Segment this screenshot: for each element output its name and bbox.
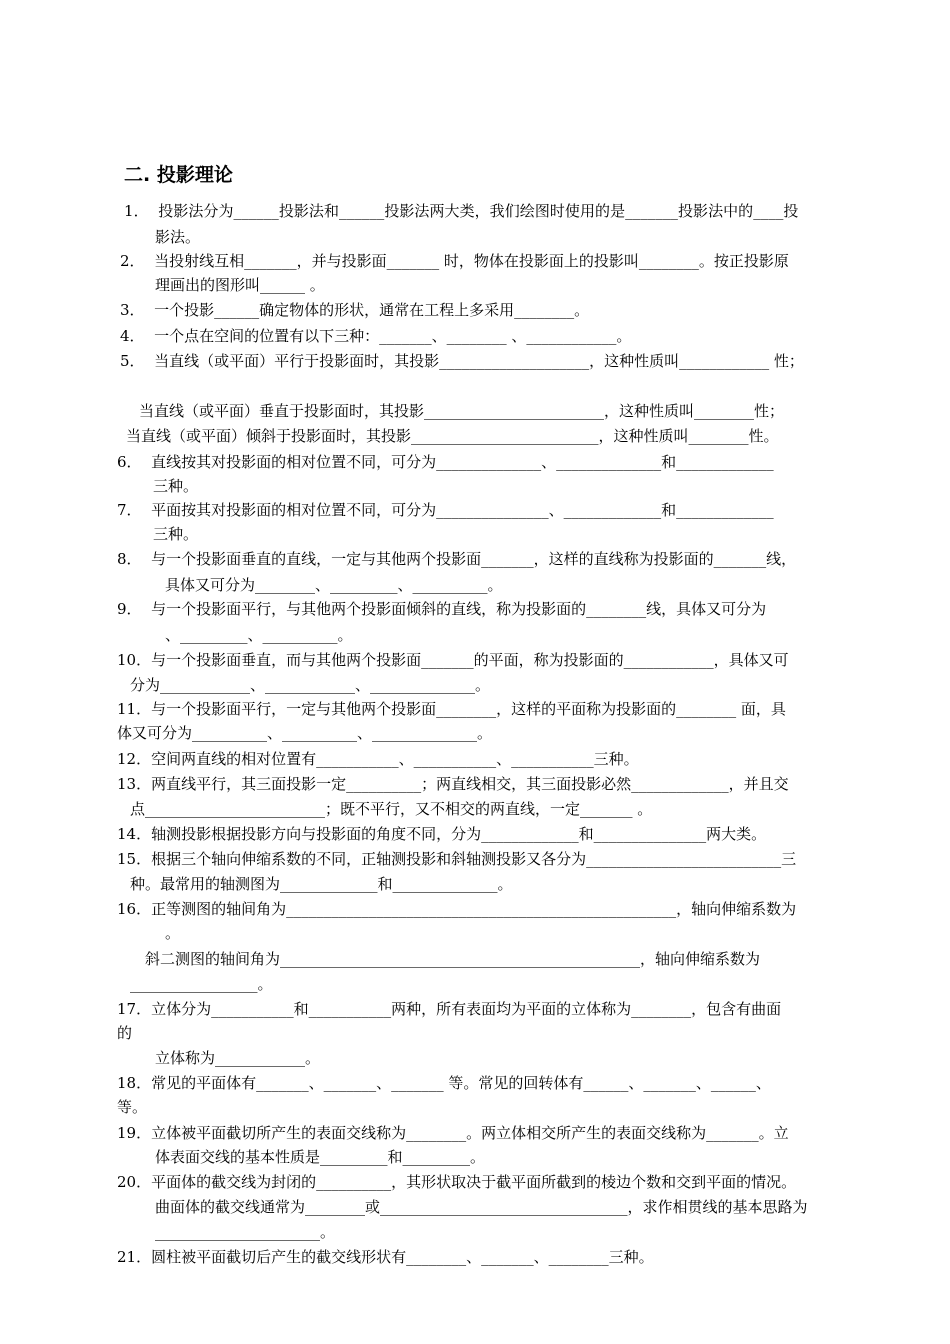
- question-line: 、_________、__________。: [165, 626, 353, 644]
- question-line: 18．常见的平面体有_______、_______、_______ 等。常见的回转体有______、_______、______、: [117, 1074, 771, 1092]
- question-line: 曲面体的截交线通常为________或_________________________________，求作相贯线的基本思路为: [155, 1198, 808, 1216]
- question-line: 的: [117, 1024, 133, 1042]
- question-line: 8． 与一个投影面垂直的直线，一定与其他两个投影面_______，这样的直线称为投影面的_______线，: [117, 550, 797, 568]
- question-line: 17．立体分为___________和___________两种，所有表面均为平面的立体称为________，包含有曲面: [117, 1000, 782, 1018]
- question-line: 16．正等测图的轴间角为____________________________________________________，轴向伸缩系数为: [117, 900, 797, 918]
- question-line: 21．圆柱被平面截切后产生的截交线形状有________、_______、________三种。: [117, 1248, 654, 1266]
- question-line: 19．立体被平面截切所产生的表面交线称为________。两立体相交所产生的表面交线称为_______。立: [117, 1124, 789, 1142]
- question-line: 11．与一个投影面平行，一定与其他两个投影面________，这样的平面称为投影面的________ 面，具: [117, 700, 786, 718]
- question-line: 种。最常用的轴测图为_____________和______________。: [130, 875, 513, 893]
- question-line: 体又可分为__________、__________、______________。: [117, 724, 493, 742]
- question-line: 3． 一个投影______确定物体的形状，通常在工程上多采用________。: [120, 301, 590, 319]
- question-line: 理画出的图形叫______ 。: [155, 276, 325, 294]
- question-line: 当直线（或平面）垂直于投影面时，其投影________________________，这种性质叫________性；: [139, 402, 785, 420]
- question-line: 5． 当直线（或平面）平行于投影面时，其投影____________________，这种性质叫____________ 性；: [120, 352, 804, 370]
- question-line: 2． 当投射线互相_______，并与投影面_______ 时，物体在投影面上的投影叫________。按正投影原: [120, 252, 789, 270]
- question-line: 等。: [117, 1098, 148, 1116]
- question-line: 三种。: [153, 525, 199, 543]
- question-line: 6． 直线按其对投影面的相对位置不同，可分为______________、______________和_____________: [117, 453, 774, 471]
- question-line: 立体称为____________。: [155, 1049, 321, 1067]
- question-line: 分为____________、____________、______________。: [130, 676, 491, 694]
- question-line: 4． 一个点在空间的位置有以下三种：_______、________ 、____________。: [120, 327, 632, 345]
- question-line: 三种。: [153, 477, 199, 495]
- question-line: 10．与一个投影面垂直，而与其他两个投影面_______的平面，称为投影面的____________，具体又可: [117, 651, 789, 669]
- question-line: ______________________。: [155, 1223, 336, 1241]
- question-line: 点________________________；既不平行，又不相交的两直线，一定_______ 。: [130, 800, 653, 818]
- question-line: 影法。: [155, 228, 201, 246]
- question-line: 体表面交线的基本性质是_________和_________。: [155, 1148, 486, 1166]
- question-line: 当直线（或平面）倾斜于投影面时，其投影_________________________，这种性质叫________性。: [126, 427, 779, 445]
- section-heading: 二. 投影理论: [124, 164, 233, 186]
- question-line: 1． 投影法分为______投影法和______投影法两大类，我们绘图时使用的是_______投影法中的____投: [124, 202, 799, 220]
- question-line: _________________。: [130, 975, 273, 993]
- question-line: 14．轴测投影根据投影方向与投影面的角度不同，分为_____________和_______________两大类。: [117, 825, 767, 843]
- question-line: 7． 平面按其对投影面的相对位置不同，可分为_______________、_____________和_____________: [117, 501, 774, 519]
- question-line: 斜二测图的轴间角为________________________________________________，轴向伸缩系数为: [145, 950, 761, 968]
- question-line: 15．根据三个轴向伸缩系数的不同，正轴测投影和斜轴测投影又各分为__________________________三: [117, 850, 797, 868]
- question-line: 。: [165, 924, 181, 942]
- question-line: 20．平面体的截交线为封闭的__________，其形状取决于截平面所截到的棱边个数和交到平面的情况。: [117, 1173, 797, 1191]
- question-line: 9． 与一个投影面平行，与其他两个投影面倾斜的直线，称为投影面的________线，具体又可分为: [117, 600, 767, 618]
- question-line: 13．两直线平行，其三面投影一定__________；两直线相交，其三面投影必然_____________，并且交: [117, 775, 789, 793]
- question-line: 12．空间两直线的相对位置有___________、___________、___________三种。: [117, 750, 639, 768]
- question-line: 具体又可分为________、_________、__________。: [165, 576, 503, 594]
